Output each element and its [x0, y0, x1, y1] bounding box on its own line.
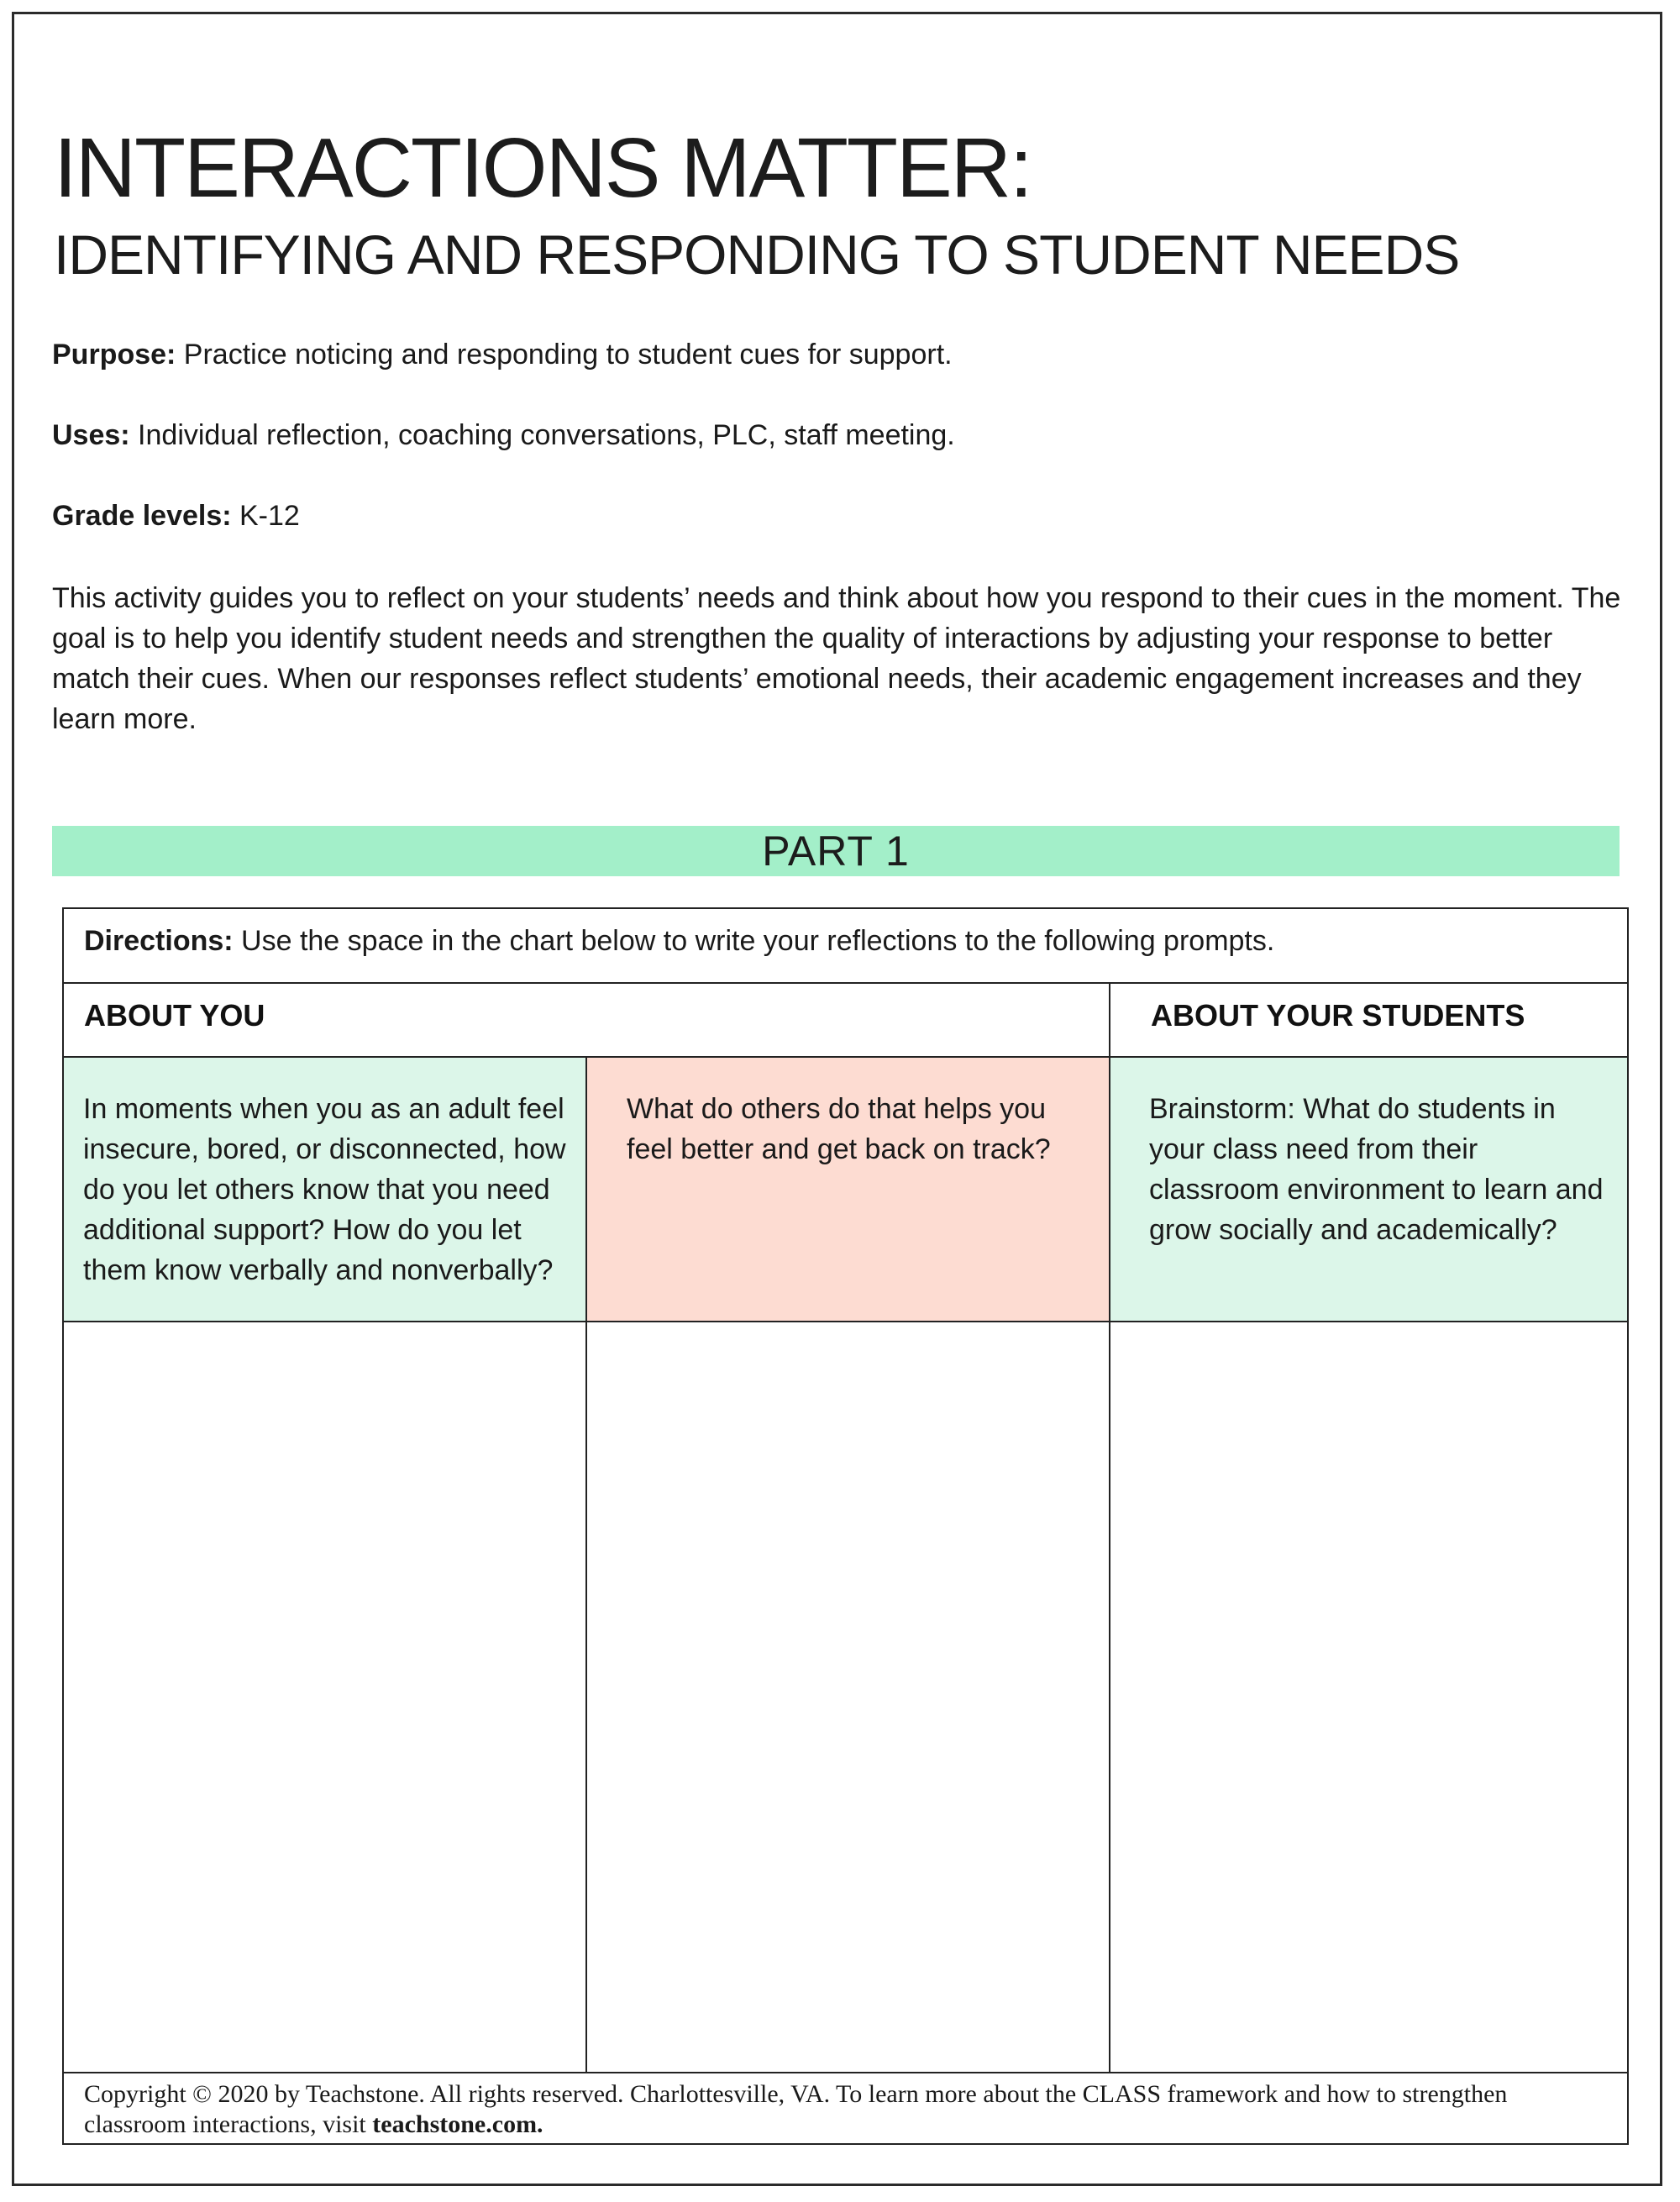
intro-paragraph: This activity guides you to reflect on your students’ needs and think about how you respond to their cues in the moment. The goal is to help you identify student needs and strengthen the quality of interactions by adjusting your response to better match their cues. When our responses reflect students’ emotional needs, their academic engagement increases and they learn more.	[52, 582, 1621, 735]
copyright-footer	[84, 2079, 1596, 2140]
directions-label: Directions:	[84, 925, 234, 957]
part-banner	[52, 826, 1620, 876]
teachstone-link[interactable]: teachstone.com.	[372, 2110, 543, 2138]
header-about-you: ABOUT YOU	[84, 998, 265, 1033]
uses-label: Uses:	[52, 419, 130, 451]
grades-line	[52, 499, 300, 533]
divider-headers	[62, 1056, 1629, 1058]
grades-label: Grade levels:	[52, 500, 232, 532]
answer-area-1[interactable]	[64, 1322, 585, 2072]
purpose-text: Practice noticing and responding to student cues for support.	[176, 339, 953, 371]
purpose-label: Purpose:	[52, 339, 176, 371]
directions-text: Use the space in the chart below to write your reflections to the following prompts.	[233, 925, 1275, 957]
answer-area-2[interactable]	[587, 1322, 1109, 2072]
uses-text: Individual reflection, coaching conversations, PLC, staff meeting.	[129, 419, 955, 451]
divider-footer	[62, 2072, 1629, 2073]
grades-text: K-12	[231, 500, 300, 532]
page-subtitle: IDENTIFYING AND RESPONDING TO STUDENT NEEDS	[54, 223, 1460, 286]
prompt-text-3: Brainstorm: What do students in your class need from their classroom environment to learn and grow socially and academically?	[1149, 1093, 1604, 1246]
prompt-text-2: What do others do that helps you feel better and get back on track?	[627, 1093, 1051, 1165]
directions-line	[84, 921, 1274, 961]
divider-directions	[62, 982, 1629, 984]
part-label: PART 1	[762, 828, 910, 875]
page-title: INTERACTIONS MATTER:	[54, 121, 1032, 215]
copyright-text: Copyright © 2020 by Teachstone. All rights reserved. Charlottesville, VA. To learn more about the CLASS framework and how to strengthen classroom interactions, visit	[84, 2080, 1508, 2138]
uses-line	[52, 418, 955, 453]
answer-area-3[interactable]	[1110, 1322, 1627, 2072]
header-about-your-students: ABOUT YOUR STUDENTS	[1151, 998, 1525, 1033]
prompt-text-1: In moments when you as an adult feel insecure, bored, or disconnected, how do you let others know that you need additional support? How do you let them know verbally and nonverbally?	[83, 1093, 566, 1286]
purpose-line	[52, 338, 953, 372]
